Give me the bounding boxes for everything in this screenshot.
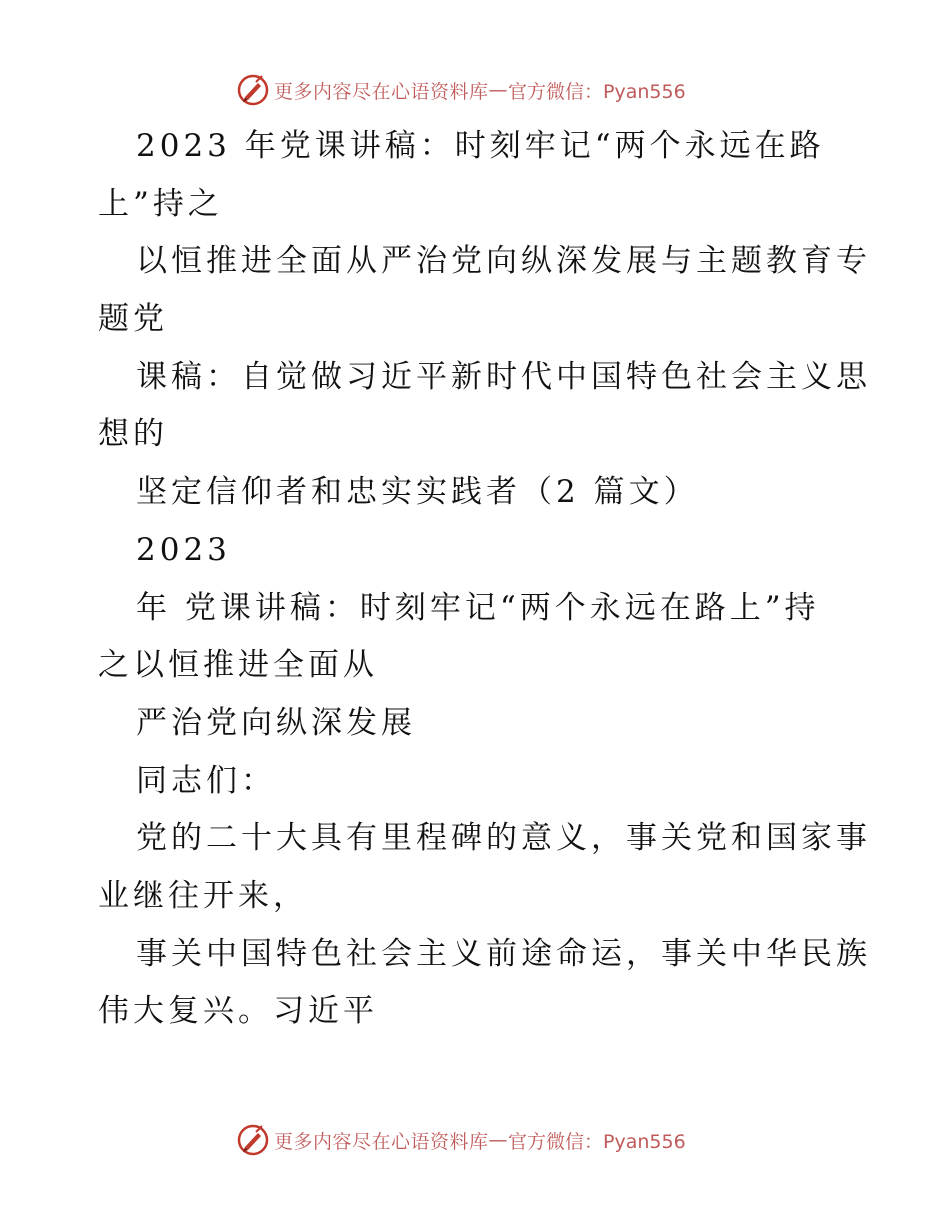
text-line: 以恒推进全面从严治党向纵深发展与主题教育专 (136, 243, 871, 280)
watermark-wechat: 官方微信：Pyan556 (508, 1130, 686, 1153)
watermark-wechat: 官方微信：Pyan556 (508, 80, 686, 103)
text-line: 想的 (98, 416, 168, 453)
text-line: 之以恒推进全面从 (98, 647, 378, 684)
watermark-separator: — (488, 1129, 509, 1151)
footer-watermark (236, 1120, 686, 1160)
text-line: 2023 年党课讲稿：时刻牢记“两个永远在路 (136, 128, 825, 164)
text-line: 伟大复兴。习近平 (98, 993, 378, 1030)
text-line: 上”持之 (98, 185, 223, 222)
watermark-text: 更多内容尽在心语资料库 (274, 1130, 489, 1153)
text-line: 坚定信仰者和忠实实践者（2 篇文） (136, 474, 699, 511)
text-line: 2023 (136, 531, 231, 568)
text-line: 同志们： (136, 762, 276, 799)
text-line: 题党 (98, 301, 168, 338)
watermark-text: 更多内容尽在心语资料库 (274, 80, 489, 103)
text-line: 业继往开来， (98, 877, 308, 914)
pen-logo-icon (236, 73, 270, 107)
watermark-separator: — (488, 79, 509, 101)
text-line: 课稿：自觉做习近平新时代中国特色社会主义思 (136, 358, 871, 395)
text-line: 事关中国特色社会主义前途命运，事关中华民族 (136, 935, 871, 972)
text-line: 严治党向纵深发展 (136, 704, 416, 741)
text-line: 党的二十大具有里程碑的意义，事关党和国家事 (136, 820, 871, 857)
header-watermark (236, 70, 686, 110)
pen-logo-icon (236, 1123, 270, 1157)
text-line: 年 党课讲稿：时刻牢记“两个永远在路上”持 (136, 589, 820, 626)
document-body (98, 118, 871, 1041)
